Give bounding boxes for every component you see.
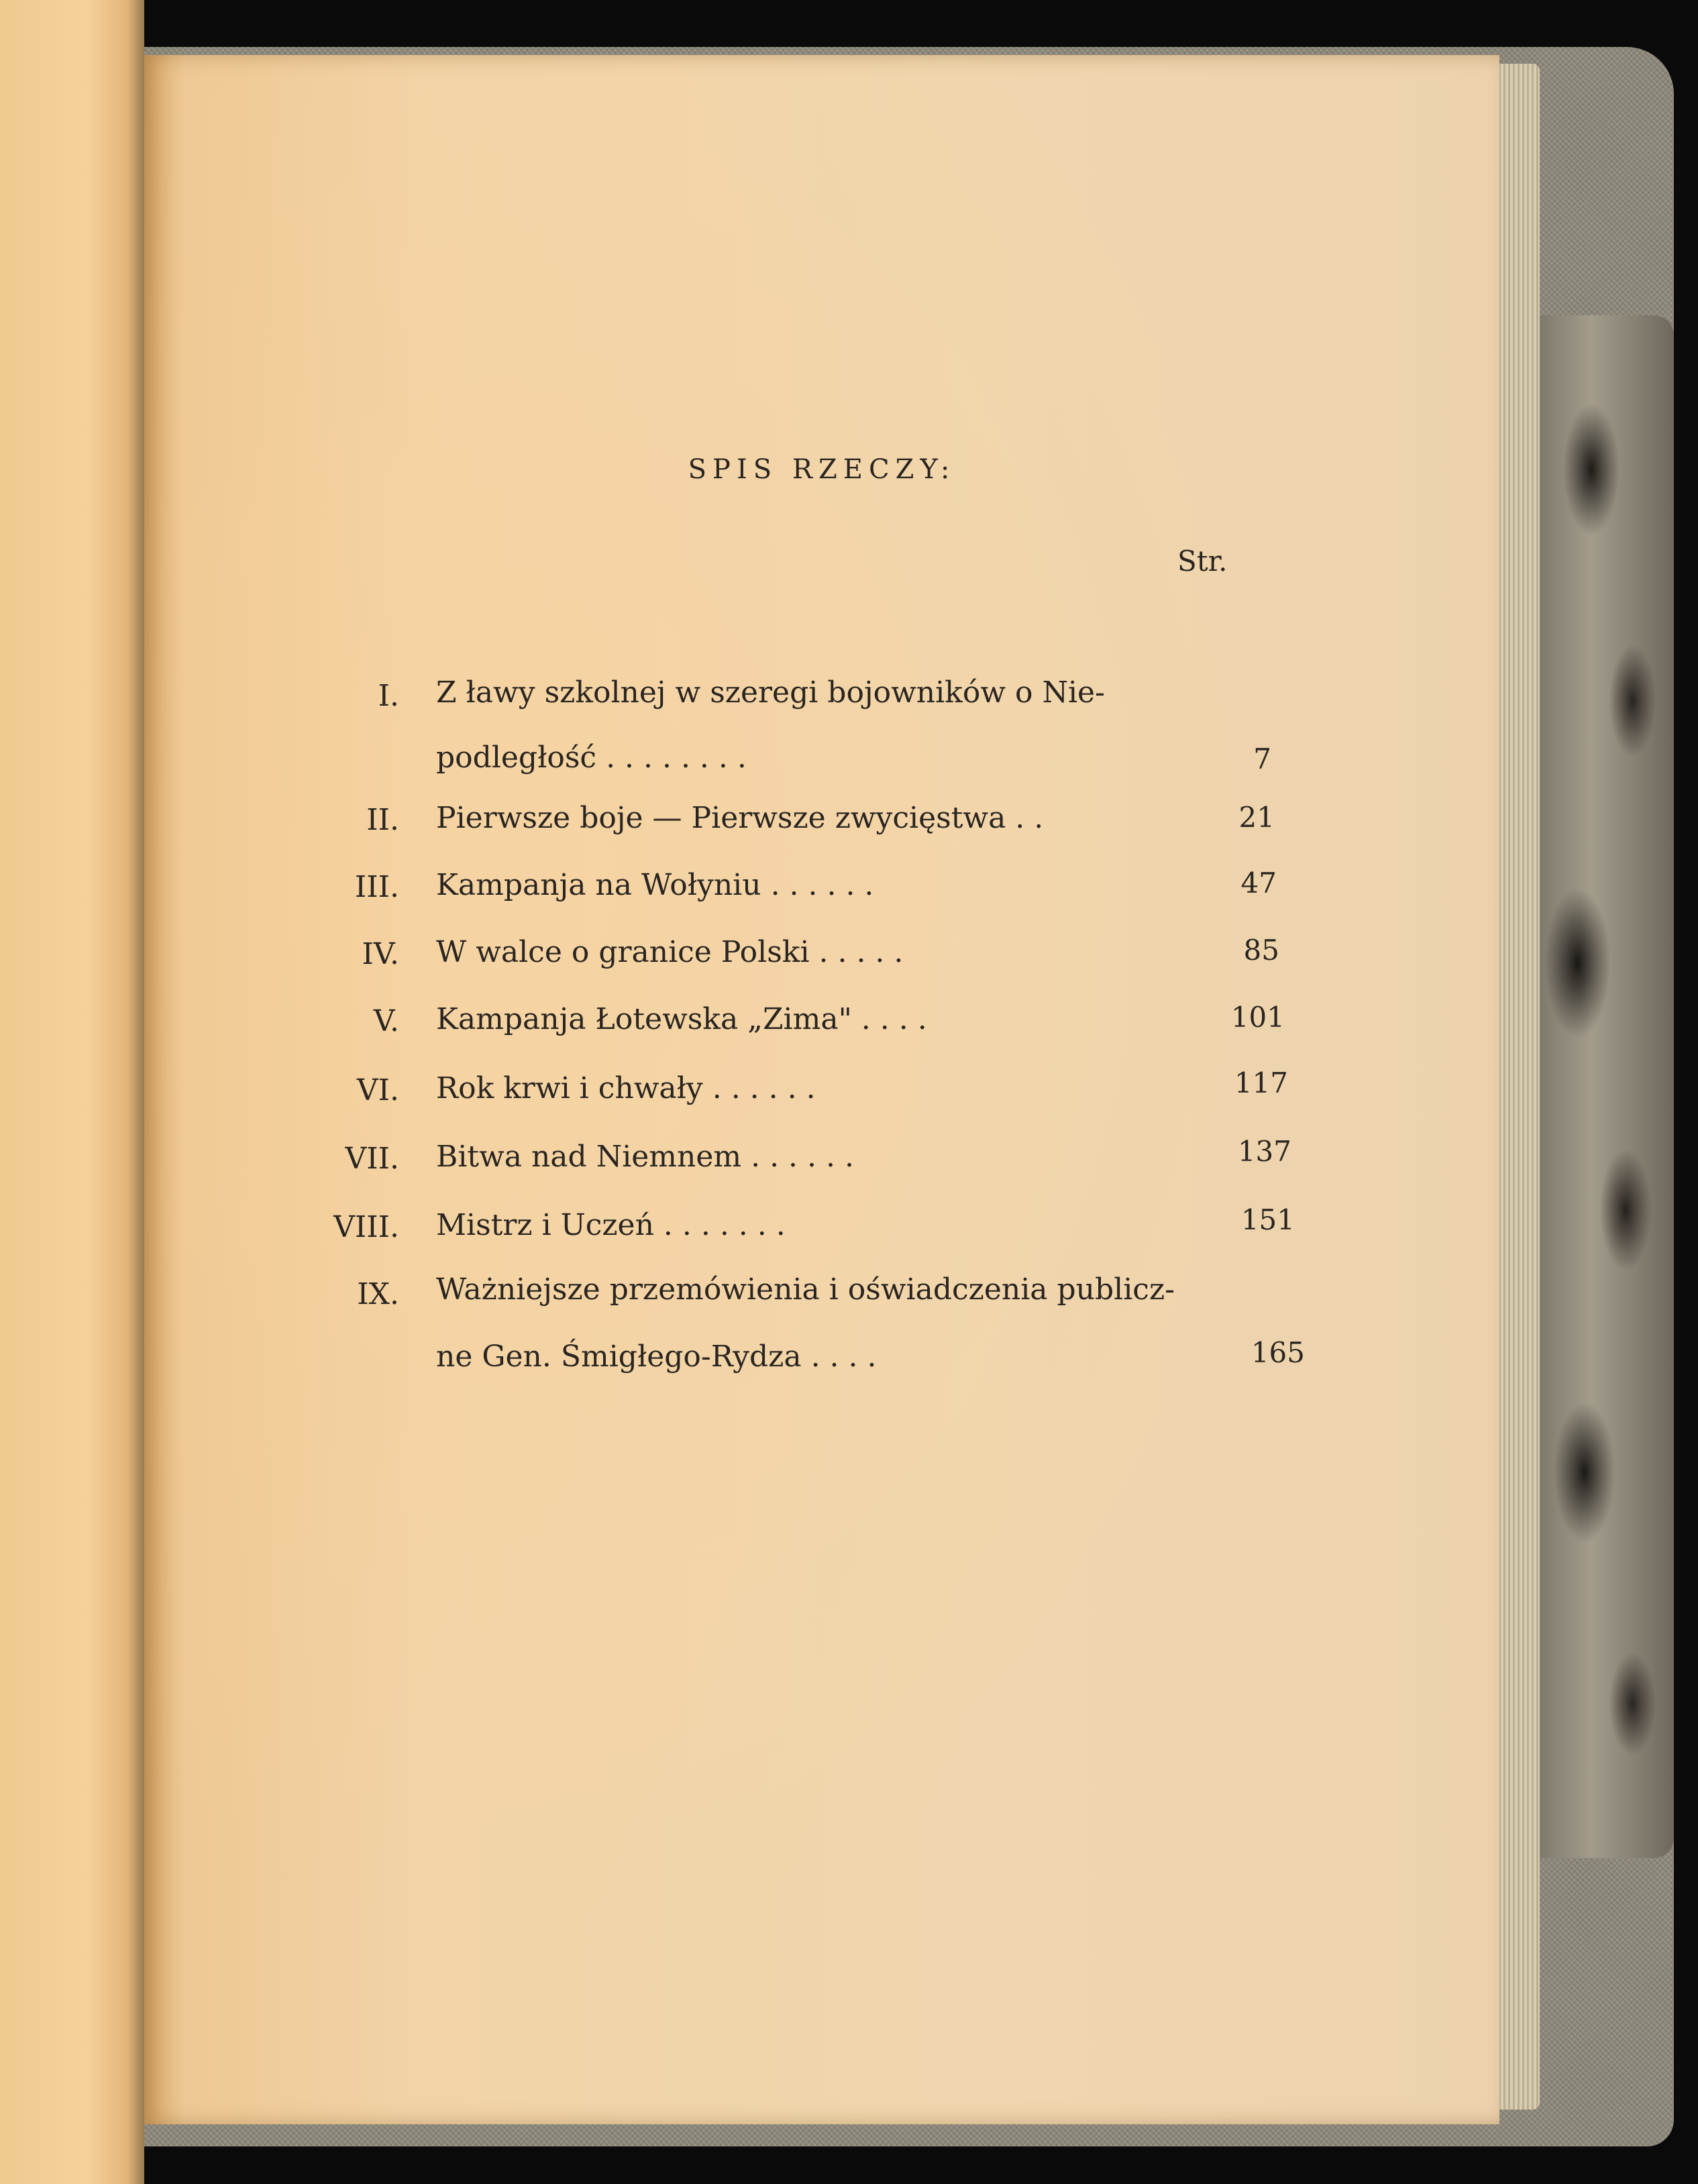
marbled-cover-edge bbox=[1536, 315, 1674, 1858]
page-edges bbox=[1496, 64, 1540, 2110]
entry-title: Bitwa nad Niemnem . . . . . . bbox=[436, 1140, 854, 1174]
entry-page-number: 151 bbox=[1240, 1203, 1295, 1236]
entry-number: IX. bbox=[357, 1277, 399, 1311]
entry-page-number: 117 bbox=[1234, 1067, 1288, 1099]
entry-number: V. bbox=[373, 1004, 399, 1038]
entry-title: Mistrz i Uczeń . . . . . . . bbox=[436, 1208, 786, 1242]
entry-number: III. bbox=[354, 870, 399, 904]
entry-page-number: 101 bbox=[1230, 1001, 1285, 1034]
entry-page-number: 85 bbox=[1243, 934, 1279, 967]
entry-page-number: 21 bbox=[1238, 801, 1275, 834]
entry-title: Rok krwi i chwały . . . . . . bbox=[436, 1071, 816, 1105]
entry-title-continuation: ne Gen. Śmigłego-Rydza . . . . bbox=[436, 1340, 877, 1374]
entry-title: Ważniejsze przemówienia i oświadczenia publicz- bbox=[436, 1272, 1175, 1307]
entry-title-continuation: podległość . . . . . . . . bbox=[436, 741, 747, 775]
entry-number: VIII. bbox=[333, 1210, 399, 1244]
entry-page-number: 165 bbox=[1251, 1336, 1305, 1369]
facing-page bbox=[0, 0, 144, 2184]
entry-number: I. bbox=[378, 679, 399, 713]
entry-number: VI. bbox=[356, 1073, 399, 1107]
entry-title: Z ławy szkolnej w szeregi bojowników o Nie- bbox=[436, 675, 1105, 710]
contents-page bbox=[144, 55, 1499, 2124]
page-column-label: Str. bbox=[1177, 545, 1228, 578]
entry-title: Pierwsze boje — Pierwsze zwycięstwa . . bbox=[436, 801, 1044, 835]
entry-number: II. bbox=[366, 803, 399, 837]
entry-number: VII. bbox=[345, 1142, 399, 1176]
entry-title: Kampanja na Wołyniu . . . . . . bbox=[436, 868, 874, 902]
entry-page-number: 137 bbox=[1237, 1135, 1291, 1168]
entry-title: Kampanja Łotewska „Zima" . . . . bbox=[436, 1002, 927, 1036]
entry-page-number: 47 bbox=[1240, 867, 1277, 899]
entry-title: W walce o granice Polski . . . . . bbox=[436, 935, 904, 969]
entry-number: IV. bbox=[362, 937, 399, 971]
page-title: SPIS RZECZY: bbox=[688, 454, 956, 485]
entry-page-number: 7 bbox=[1253, 743, 1271, 775]
